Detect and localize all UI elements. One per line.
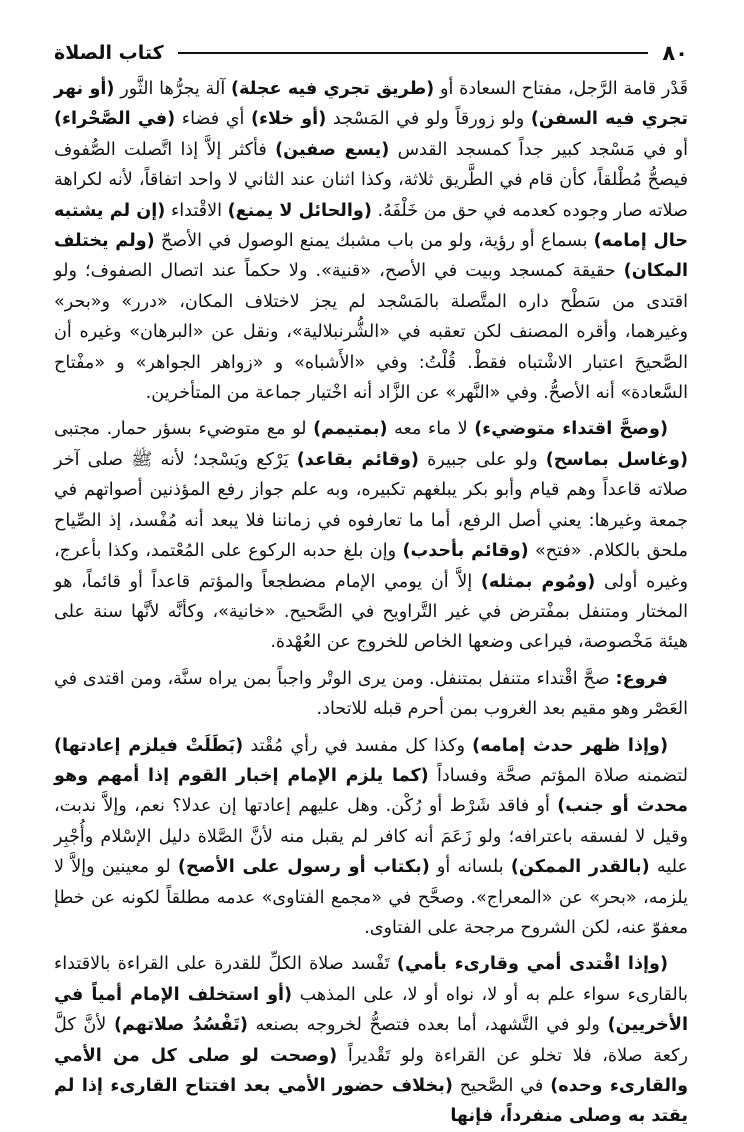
matn-text: (وقائم بأحدب) (402, 541, 529, 562)
commentary-text: ولو على جبيرة (418, 449, 546, 470)
commentary-text: فأكثر إلاَّ إذا اتَّصلت الصُّفوف فيصحُّ مُطْلقاً، كأن قام في الطَّريق ثلاثة، وكذا اثنان عند الثاني لا واحد اتفاقاً، لأنه لكراهة صلاته صار وجوده كعدمه في حق من خَلْفَهُ. (54, 139, 688, 221)
commentary-text: في الصَّحيح (452, 1076, 551, 1096)
matn-text: (بخلاف حضور الأمي بعد افتتاح القارىء إذا لم يقتد به وصلى منفرداً، فإنها (54, 1076, 688, 1127)
matn-text: (وقائم بقاعد) (296, 449, 419, 470)
commentary-text: لتضمنه صلاة المؤتم صحَّة وفساداً (428, 765, 688, 786)
paragraph (54, 74, 688, 408)
page-number: ٨٠ (662, 41, 688, 65)
matn-text: (ولم يختلف المكان) (54, 231, 688, 282)
matn-text: (أو نهر تجري فيه السفن) (54, 79, 688, 130)
matn-text: (في الصَّحْراء) (54, 109, 176, 130)
commentary-text: إلاَّ أن يومي الإمام مضطجعاً والمؤتم قاعداً أو قائماً، هو المختار ومتنفل بمفْترض في غير التَّراويح في الصَّحيح. «خانية»، وكأنَّه لأنَّها سنة على هيئة مَخْصوصة، فيراعى وضعها الخاص للخروج عن العُهْدة. (54, 571, 688, 653)
header-rule (178, 52, 649, 54)
matn-text: (يسع صفين) (275, 139, 390, 160)
commentary-text: بلسانه أو (429, 857, 511, 878)
commentary-text: لو مع متوضيء بسؤر حمار. مجتبى (54, 419, 314, 440)
matn-text: (وصحت لو صلى كل من الأمي والقارىء وحده) (54, 1045, 689, 1096)
commentary-text: أو في مَسْجد كبير جداً كمسجد القدس (389, 139, 688, 160)
matn-text: (ومُوم بمثله) (480, 571, 596, 592)
matn-text: (أو استخلف الإمام أمياً في الأخريين) (54, 984, 688, 1036)
commentary-text: قَدْر قامة الرَّجل، مفتاح السعادة أو (434, 79, 688, 99)
matn-text: (والحائل لا يمنع) (227, 200, 372, 221)
matn-text: (بكتاب أو رسول على الأصح) (177, 857, 430, 878)
commentary-text: لأنَّ كلَّ ركعة صلاة، فلا تخلو عن القراءة ولو تَقْديراً (54, 1015, 688, 1066)
commentary-text: حقيقة كمسجد وبيت في الأصح، «قنية». ولا حكماً عند اتصال الصفوف؛ ولو اقتدى من سَطْح داره المتَّصلة بالمَسْجد لم يجز لاختلاف المكان، «درر» و«بحر» وغيرهما، وأقره المصنف لكن تعقبه في «الشُّرنبلالية»، ونقل عن «البرهان» وغيره أن الصَّحيحَ اعتبار الاشْتباه فقطْ. قُلْتُ: وفي «الأَشباه» و «زواهر الجواهر» و «مفْتاح السَّعادة» أنه الأصحُّ. وفي «النَّهر» عن الزَّاد أنه اخْتيار جماعة من المتأخرين. (54, 261, 688, 404)
matn-text: (وإذا ظهر حدث إمامه) (472, 735, 668, 756)
paragraph (54, 664, 688, 725)
matn-text: (كما يلزم الإمام إخبار القوم إذا أمهم وهو محدث أو جنب) (54, 765, 688, 817)
commentary-text: الاقْتداء (165, 200, 228, 221)
matn-text: (بمتيمم) (313, 419, 388, 440)
paragraph (54, 414, 688, 657)
paragraph (54, 949, 688, 1131)
commentary-text: لو معينين وإلاَّ لا يلزمه، «بحر» عن «المعراج». وصحَّح في «مجمع الفتاوى» عدمه مطلقاً لكونه عن خطإ معفوّ عنه، لكن الشروح مرجحة على الفتاوى. (54, 857, 688, 938)
matn-text: فروع: (615, 668, 668, 689)
commentary-text: أي فضاء (175, 109, 251, 130)
page-header (54, 38, 688, 68)
paragraph (54, 731, 688, 944)
matn-text: (وغاسل بماسح) (545, 449, 688, 470)
commentary-text: بسماع أو رؤية، ولو من باب مشبك يمنع الوصول في الأصحّ (154, 231, 594, 252)
commentary-text: صحَّ اقْتداء متنفل بمتنفل. ومن يرى الوتْر واجباً بمن يراه سنَّة، ومن اقتدى في العَصْر وهو مقيم بعد الغروب بمن أحرم قبله للاتحاد. (54, 668, 688, 720)
commentary-text: ولو زورقاً ولو في المَسْجد (326, 109, 531, 130)
page-body (54, 74, 688, 1132)
commentary-text: أو فاقد شَرْط أو رُكْن. وهل عليهم إعادتها إن عدلا؟ نعم، وإلاَّ ندبت، وقيل لا لفسقه باعترافه؛ ولو زَعَمَ أنه كافر لم يقبل منه لأنَّ الصَّلاة دليل الإسْلام وأُجْبِر عليه (54, 796, 688, 878)
running-title: كتاب الصلاة (54, 42, 164, 64)
commentary-text: وإن بلغ حدبه الركوع على المُعْتمد، وكذا بأعرج، وغيره أولى (54, 541, 689, 592)
matn-text: (طريق تجري فيه عجلة) (230, 79, 435, 99)
matn-text: (بَطَلَتْ فيلزم إعادتها) (54, 735, 244, 756)
matn-text: (وصحَّ اقتداء متوضيء) (474, 419, 668, 440)
matn-text: (بالقدر الممكن) (510, 857, 650, 878)
commentary-text: تَفْسد صلاة الكلِّ للقدرة على القراءة بالاقتداء بالقارىء سواء علم به أو لا، نواه أو لا، على المذهب (54, 954, 688, 1005)
commentary-text: لا ماء معه (387, 419, 475, 440)
matn-text: (أو خلاء) (251, 109, 327, 130)
commentary-text: ولو في التَّشهد، أما بعده فتصحُّ لخروجه بصنعه (247, 1015, 608, 1036)
commentary-text: وكذا كل مفسد في رأي مُقْتد (243, 735, 473, 756)
matn-text: (إن لم يشتبه حال إمامه) (54, 200, 689, 252)
matn-text: (وإذا اقْتدى أمي وقارىء بأمي) (396, 954, 668, 975)
matn-text: (تَفْسُدُ صلاتهم) (113, 1015, 248, 1036)
commentary-text: آلة يجرُّها الثَّور (114, 79, 231, 99)
commentary-text: يَرْكع ويَسْجد؛ لأنه ﷺ صلى آخر صلاته قاعداً وهم قيام وأبو بكر يبلغهم تكبيره، وبه علم جواز رفع المؤذنين أصواتهم في جمعة وغيرها: يعني أصل الرفع، أما ما تعارفوه في زماننا فلا يبعد أنه مُفْسد، إذ الصِّياح ملحق بالكلام. «فتح» (54, 449, 688, 562)
